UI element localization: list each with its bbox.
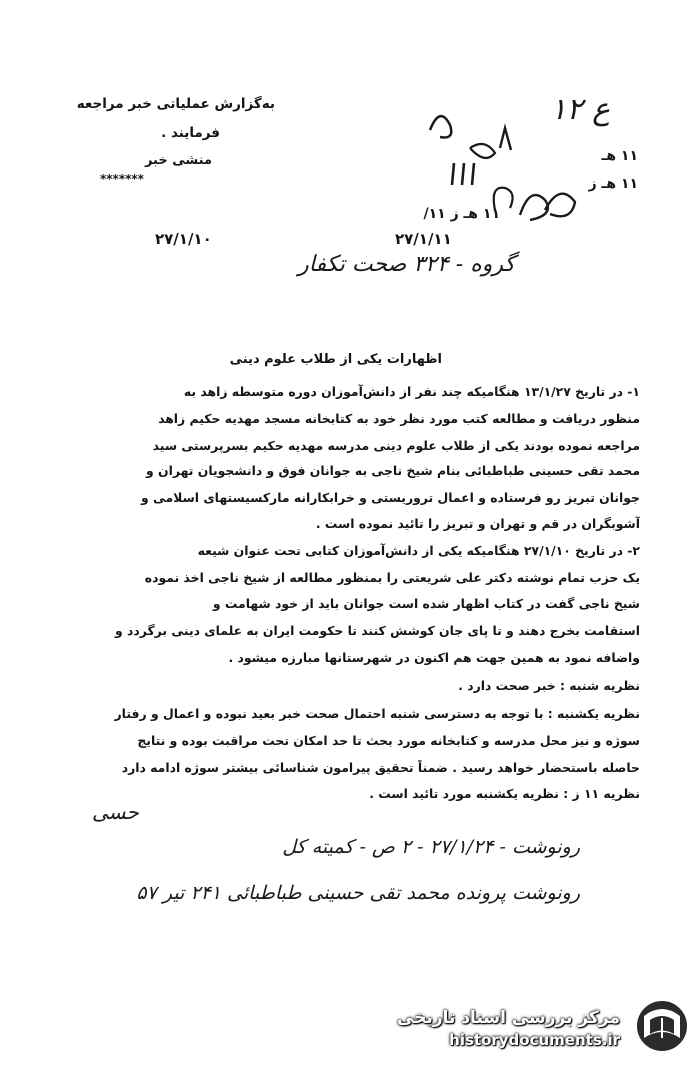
handwritten-top-note: ع ۱۲ bbox=[550, 92, 610, 127]
body-line-6: آشوبگران در قم و تهران و تبریز را تائید نموده است . bbox=[315, 516, 640, 531]
date-right: ۲۷/۱/۱۱ bbox=[395, 230, 452, 248]
body-line-1: ۱- در تاریخ ۱۳/۱/۲۷ هنگامیکه چند نفر از دانش‌آموزان دوره متوسطه زاهد به bbox=[183, 384, 640, 399]
body-line-14: سوژه و نیز محل مدرسه و کتابخانه مورد بحث تا حد امکان تحت مراقبت بوده و نتایج bbox=[137, 733, 640, 748]
signature-mark: حسی bbox=[92, 800, 139, 824]
archive-logo-icon bbox=[630, 996, 694, 1056]
body-line-12: نظریه شنبه : خبر صحت دارد . bbox=[458, 678, 640, 693]
recipient-line-1: به‌گزارش عملیاتی خبر مراجعه bbox=[76, 96, 275, 112]
watermark-title: مرکز بررسی اسناد تاریخی bbox=[397, 1008, 620, 1028]
body-line-13: نظریه یکشنبه : با توجه به دسترسی شنبه احتمال صحت خبر بعید نبوده و اعمال و رفتار bbox=[114, 706, 640, 721]
recipient-line-3: منشی خبر bbox=[144, 153, 212, 168]
body-line-4: محمد تقی حسینی طباطبائی بنام شیخ ناجی به جوانان فوق و دانشجویان تهران و bbox=[146, 463, 640, 478]
handwritten-distribution-line-2: رونوشت پرونده محمد تقی حسینی طباطبائی ۲۴۱ تیر ۵۷ bbox=[136, 882, 580, 904]
body-line-9: شیخ ناجی گفت در کتاب اظهار شده است جوانان باید از خود شهامت و bbox=[212, 596, 640, 611]
body-line-10: استقامت بخرج دهند و تا پای جان کوشش کنند تا حکومت ایران به علمای دینی برگردد و bbox=[115, 623, 640, 638]
stars-divider: ******* bbox=[100, 172, 144, 186]
ref-code-2: ۱۱ هـ ز bbox=[588, 176, 638, 192]
watermark bbox=[394, 996, 694, 1058]
body-line-8: یک حزب تمام نوشته دکتر علی شریعتی را بمنظور مطالعه از شیخ ناجی اخذ نموده bbox=[144, 570, 640, 585]
watermark-url: historydocuments.ir bbox=[449, 1031, 620, 1049]
handwritten-group-reference: گروه - ۳۲۴ صحت تکفار bbox=[298, 252, 515, 277]
body-line-15: حاصله باستحضار خواهد رسید . ضمناً تحقیق پیرامون شناسائی بیشتر سوژه ادامه دارد bbox=[121, 760, 640, 775]
recipient-line-2: فرمایند . bbox=[161, 125, 220, 141]
body-line-2: منظور دریافت و مطالعه کتب مورد نظر خود به کتابخانه مسجد مهدیه حکیم زاهد bbox=[158, 411, 640, 426]
document-title: اظهارات یکی از طلاب علوم دینی bbox=[229, 352, 442, 367]
body-line-11: واضافه نمود به همین جهت هم اکنون در شهرستانها مبارزه میشود . bbox=[228, 650, 640, 665]
ref-code-1: ۱۱ هـ bbox=[601, 148, 638, 164]
handwritten-distribution-line-1: رونوشت - ۲۷/۱/۲۴ - ۲ ص - کمیته کل bbox=[282, 836, 580, 858]
date-left: ۲۷/۱/۱۰ bbox=[155, 230, 212, 248]
body-line-16: نظریه ۱۱ ز : نظریه یکشنبه مورد تائید است . bbox=[369, 786, 640, 801]
ref-code-3: ۱۱ هـ ز ۱۱/ bbox=[423, 206, 500, 222]
body-line-5: جوانان تبریز رو فرستاده و اعمال تروریستی و خرابکارانه مارکسیستهای اسلامی و bbox=[140, 490, 640, 505]
body-line-7: ۲- در تاریخ ۲۷/۱/۱۰ هنگامیکه یکی از دانش‌آموزان کتابی تحت عنوان شیعه bbox=[197, 543, 640, 558]
body-line-3: مراجعه نموده بودند یکی از طلاب علوم دینی مدرسه مهدیه حکیم بسرپرستی سید bbox=[152, 438, 640, 453]
